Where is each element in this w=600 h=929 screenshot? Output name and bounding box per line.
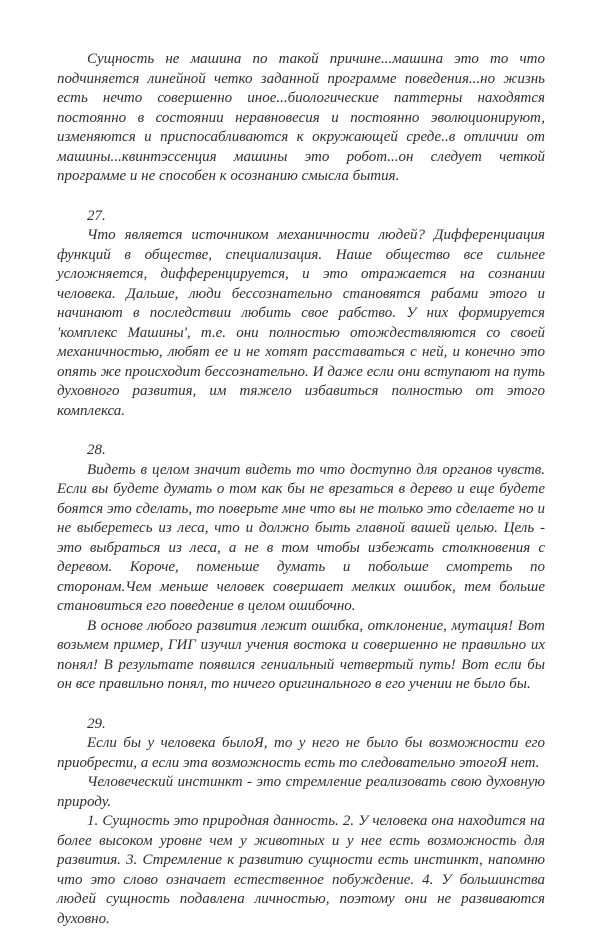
- section-number: 29.: [57, 715, 545, 735]
- paragraph: Видеть в целом значит видеть то что доступно для органов чувств. Если вы будете думать о том как бы не врезаться в дерево и еще будете боятся это сделать, то поверьте мне что вы не только это сделаете но и не выберетесь из леса, что и должно быть главной вашей целью. Цель - это выбраться из леса, а не в том чтобы избежать столкновения с деревом. Короче, поменьше думать и побольше смотреть по сторонам.Чем меньше человек совершает мелких ошибок, тем больше становиться его поведение в целом ошибочно.: [57, 461, 545, 617]
- paragraph: В основе любого развития лежит ошибка, отклонение, мутация! Вот возьмем пример, ГИГ изучил учения востока и совершенно не правильно их понял! В результате появился гениальный четвертый путь! Вот если бы он все правильно понял, то ничего оригинального в его учении не было бы.: [57, 617, 545, 695]
- section-number: 28.: [57, 441, 545, 461]
- section-number: 27.: [57, 207, 545, 227]
- paragraph: Что является источником механичности людей? Дифференциация функций в обществе, специализация. Наше общество все сильнее усложняется, дифференцируется, и это отражается на сознании человека. Дальше, люди бессознательно становятся рабами этого и начинают в последствии любить свое рабство. У них формируется 'комплекс Машины', т.е. они полностью отождествляются со своей механичностью, любят ее и не хотят расставаться с ней, и конечно это опять же происходит бессознательно. И даже если они вступают на путь духовного развития, им тяжело избавиться полностью от этого комплекса.: [57, 226, 545, 421]
- section-29: [57, 715, 545, 929]
- section-27: [57, 207, 545, 422]
- section-intro: [57, 50, 545, 187]
- paragraph: Если бы у человека былоЯ, то у него не было бы возможности его приобрести, а если эта возможность есть то следовательно этогоЯ нет.: [57, 734, 545, 773]
- section-28: [57, 441, 545, 695]
- paragraph: 1. Сущность это природная данность. 2. У человека она находится на более высоком уровне чем у животных и у нее есть возможность для развития. 3. Стремление к развитию сущности есть инстинкт, напомню что это слово означает естественное побуждение. 4. У большинства людей сущность подавлена личностью, поэтому они не развиваются духовно.: [57, 812, 545, 929]
- paragraph: Человеческий инстинкт - это стремление реализовать свою духовную природу.: [57, 773, 545, 812]
- paragraph: Сущность не машина по такой причине...машина это то что подчиняется линейной четко заданной программе поведения...но жизнь есть нечто совершенно иное...биологические паттерны находятся постоянно в состоянии неравновесия и постоянно эволюционируют, изменяются и приспосабливаются к окружающей среде..в отличии от машины...квинтэссенция машины это робот...он следует четкой программе и не способен к осознанию смысла бытия.: [57, 50, 545, 187]
